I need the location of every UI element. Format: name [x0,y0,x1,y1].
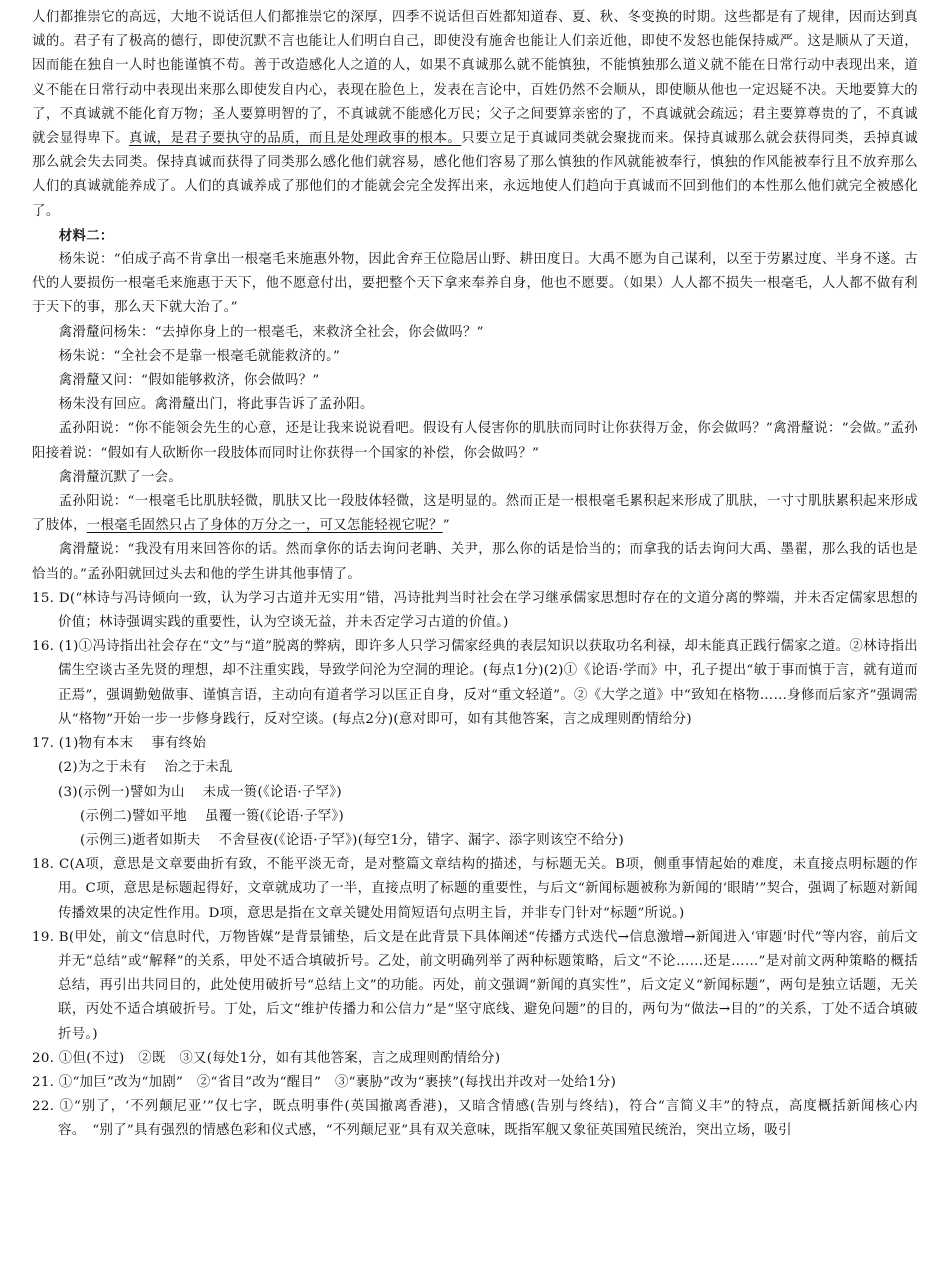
material2-paragraph [32,490,918,538]
answer-16: 16. (1)①冯诗指出社会存在“文”与“道”脱离的弊病，即许多人只学习儒家经典的表层知识以获取功名利禄，却未能真正践行儒家之道。②林诗指出儒生空谈古圣先贤的理想，却不注重实践，导致学问沦为空洞的理论。(每点1分)(2)①《论语·学而》中，孔子提出“敏于事而慎于言，就有道而正焉”，强调勤勉做事、谨慎言语，主动向有道者学习以匡正自身，反对“重文轻道”。②《大学之道》中“致知在格物……身修而后家齐”强调需从“格物”开始一步一步修身践行，反对空谈。(每点2分)(意对即可，如有其他答案，言之成理则酌情给分) [32,639,918,727]
answer-19: 19. B(甲处，前文“信息时代，万物皆媒”是背景铺垫，后文是在此背景下具体阐述“传播方式迭代→信息激增→新闻进入‘审题’时代”等内容，前后文并无“总结”或“解释”的关系，甲处不适合填破折号。乙处，前文明确列举了两种标题策略，后文“不论……还是……”是对前文两种策略的概括总结，再引出共同目的，此处使用破折号“总结上文”的功能。丙处，前文强调“新闻的真实性”，后文定义“新闻标题”，两句是独立话题，无关联，丙处不适合填破折号。丁处，后文“维护传播力和公信力”是“坚守底线、避免问题”的目的，两句为“做法→目的”的关系，丁处不适合填破折号。) [32,929,918,1042]
material2-paragraph: 杨朱说：“伯成子高不肯拿出一根毫毛来施惠外物，因此舍弃王位隐居山野、耕田度日。大禹不愿为自己谋利，以至于劳累过度、半身不遂。古代的人要损伤一根毫毛来施惠于天下，他不愿意付出，要把整个天下拿来奉养自身，他也不愿要。（如果）人人都不损失一根毫毛，人人都不做有利于天下的事，那么天下就大治了。” [32,252,918,316]
material2-paragraph: 杨朱说：“全社会不是靠一根毫毛就能救济的。” [58,348,341,364]
material2-paragraph: 禽滑釐问杨朱：“去掉你身上的一根毫毛，来救济全社会，你会做吗？” [58,324,484,340]
answer-17-line3 [32,781,918,805]
material2-p8-start: 孟孙阳说：“一根毫毛比肌肤轻微，肌肤又比一段肢体轻微，这是明显的。然而正是一根根毫毛累积起来形成了肌肤，一寸寸肌肤累积起来形成了肢体， [32,494,918,534]
document-page [32,6,918,1144]
answer-17-line1 [32,732,918,756]
answer-17-5b: 不舍昼夜(《论语·子罕》)(每空1分，错字、漏字、添字则该空不给分) [218,832,624,848]
material1-text [32,6,918,224]
material2-paragraph: 禽滑釐沉默了一会。 [58,469,183,485]
material2-heading: 材料二： [58,227,114,244]
material1-paragraph-a: 人们都推崇它的高远，大地不说话但人们都推崇它的深厚，四季不说话但百姓都知道春、夏、秋、冬变换的时期。这些都是有了规律，因而达到真诚的。君子有了极高的德行，即使沉默不言也能让人们明白自己，即使没有施舍也能让人们亲近他，即使不发怒也能保持威严。这是顺从了天道，因而能在独自一人时也能谨慎不苟。善于改造感化人之道的人，如果不真诚那么就不能慎独，不能慎独那么道义就不能在日常行动中表现出来，道义不能在日常行动中表现出来那么即使发自内心，表现在脸色上，发表在言论中，百姓仍然不会顺从，即使顺从他也一定迟疑不决。天地要算大的了，不真诚就不能化育万物；圣人要算明智的了，不真诚就不能感化万民；父子之间要算亲密的了，不真诚就会疏远；君主要算尊贵的了，不真诚就会显得卑下。 [32,10,918,147]
answer-17-line2 [32,756,918,780]
answer-17-1a: 17. (1)物有本末 [32,736,134,752]
answer-18: 18. C(A项，意思是文章要曲折有致，不能平淡无奇，是对整篇文章结构的描述，与标题无关。B项，侧重事情起始的难度，未直接点明标题的作用。C项，意思是标题起得好，文章就成功了一半，直接点明了标题的重要性，与后文“新闻标题被称为新闻的‘眼睛’”契合，强调了标题对新闻传播效果的决定性作用。D项，意思是指在文章关键处用简短语句点明主旨，并非专门针对“标题”所说。) [32,857,918,921]
material2-paragraph: 禽滑釐又问：“假如能够救济，你会做吗？” [58,373,320,389]
answer-17-4a: (示例二)譬如平地 [80,808,187,824]
answer-21: 21. ①“加巨”改为“加剧” ②“省目”改为“醒目” ③“裹胁”改为“裹挟”(每找出并改对一处给1分) [32,1074,617,1090]
answer-22: 22. ①“别了，‘不列颠尼亚’”仅七字，既点明事件(英国撤离香港)，又暗含情感(告别与终结)，符合“言简义丰”的特点，高度概括新闻核心内容。 “别了”具有强烈的情感色彩和仪式感，“不列颠尼亚”具有双关意味，既指军舰又象征英国殖民统治，突出立场，吸引 [32,1099,918,1139]
material2-underlined-sentence: 一根毫毛固然只占了身体的万分之一，可又怎能轻视它呢？ [86,518,443,534]
answer-17-line5 [32,829,918,853]
material2-p8-end: ” [442,518,450,534]
material1-paragraph-b: 只要立足于真诚同类就会聚拢而来。保持真诚那么就会获得同类，丢掉真诚那么就会失去同类。保持真诚而获得了同类那么感化他们就容易，感化他们容易了那么慎独的作风就能被奉行，慎独的作风能被奉行且不放弃那么人们的真诚就能养成了。人们的真诚养成了那他们的才能就会完全发挥出来，永远地使人们趋向于真诚而不回到他们的本性那么他们就完全被感化了。 [32,131,918,219]
answer-17-2a: (2)为之于未有 [58,760,147,776]
material2-paragraph: 禽滑釐说：“我没有用来回答你的话。然而拿你的话去询问老聃、关尹，那么你的话是恰当的；而拿我的话去询问大禹、墨翟，那么我的话也是恰当的。”孟孙阳就回过头去和他的学生讲其他事情了。 [32,542,918,582]
answer-17-3b: 未成一篑(《论语·子罕》) [202,784,342,800]
answer-20: 20. ①但(不过) ②既 ③又(每处1分，如有其他答案，言之成理则酌情给分) [32,1050,501,1066]
answer-15: 15. D(“林诗与冯诗倾向一致，认为学习古道并无实用”错，冯诗批判当时社会在学习继承儒家思想时存在的文道分离的弊端，并未否定儒家思想的价值；林诗强调实践的重要性，认为空谈无益，并未否定学习古道的价值。) [32,590,918,631]
material2-paragraph: 孟孙阳说：“你不能领会先生的心意，还是让我来说说看吧。假设有人侵害你的肌肤而同时让你获得万金，你会做吗？”禽滑釐说：“会做。”孟孙阳接着说：“假如有人砍断你一段肢体而同时让你获得一个国家的补偿，你会做吗？” [32,421,918,461]
material2-paragraph: 杨朱没有回应。禽滑釐出门，将此事告诉了孟孙阳。 [58,397,374,413]
answer-17-line4 [32,805,918,829]
answer-17-3a: (3)(示例一)譬如为山 [58,784,185,800]
answer-17-2b: 治之于未乱 [164,760,233,776]
answer-17-5a: (示例三)逝者如斯夫 [80,832,201,848]
answer-17-4b: 虽覆一篑(《论语·子罕》) [204,808,345,824]
answer-17-1b: 事有终始 [151,736,207,752]
material1-underlined-sentence: 真诚，是君子要执守的品质，而且是处理政事的根本。 [128,131,462,147]
